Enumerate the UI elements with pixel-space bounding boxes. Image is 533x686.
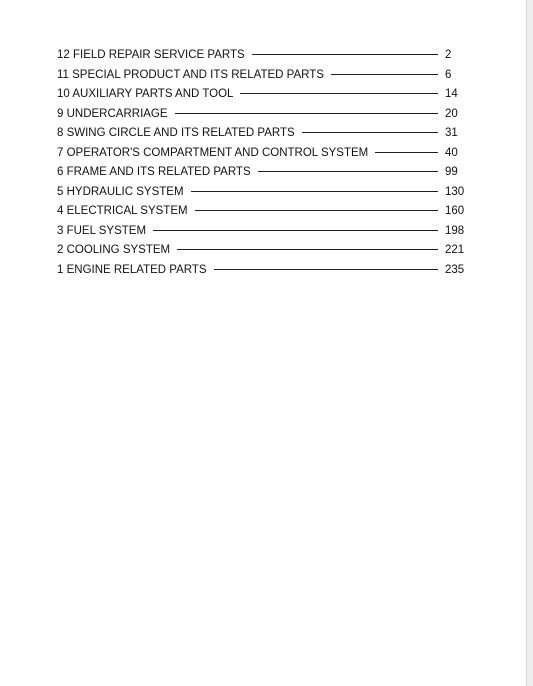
toc-entry-page-number: 235 (445, 263, 465, 276)
toc-leader-line (375, 152, 438, 153)
toc-entry-title: 10 AUXILIARY PARTS AND TOOL (57, 88, 234, 100)
toc-entry-title: 7 OPERATOR'S COMPARTMENT AND CONTROL SYSTEM (57, 146, 369, 159)
toc-entry-title: 8 SWING CIRCLE AND ITS RELATED PARTS (57, 127, 295, 139)
toc-entry-page-number: 31 (445, 127, 458, 139)
table-of-contents (57, 46, 467, 280)
toc-leader-line (175, 113, 438, 114)
page-edge-border (526, 0, 533, 686)
toc-entry-page-number: 99 (445, 166, 458, 178)
toc-leader-line (240, 93, 438, 94)
toc-entry-fuel-system[interactable] (57, 222, 467, 242)
toc-entry-special-product[interactable] (57, 66, 467, 86)
toc-entry-cooling-system[interactable] (57, 241, 467, 261)
toc-entry-title: 3 FUEL SYSTEM (57, 224, 147, 237)
toc-leader-line (331, 74, 438, 75)
toc-entry-page-number: 14 (445, 88, 458, 100)
toc-entry-page-number: 198 (445, 224, 465, 237)
toc-entry-title: 12 FIELD REPAIR SERVICE PARTS (57, 49, 245, 61)
toc-entry-undercarriage[interactable] (57, 105, 467, 125)
toc-leader-line (177, 249, 438, 250)
toc-entry-title: 6 FRAME AND ITS RELATED PARTS (57, 166, 251, 178)
toc-leader-line (258, 171, 438, 172)
toc-entry-page-number: 2 (445, 49, 452, 61)
toc-leader-line (191, 191, 438, 192)
toc-entry-page-number: 6 (445, 68, 452, 81)
toc-entry-title: 2 COOLING SYSTEM (57, 244, 171, 256)
toc-entry-hydraulic-system[interactable] (57, 183, 467, 203)
toc-entry-engine-related-parts[interactable] (57, 261, 467, 281)
toc-entry-title: 11 SPECIAL PRODUCT AND ITS RELATED PARTS (57, 68, 324, 81)
toc-entry-title: 1 ENGINE RELATED PARTS (57, 263, 207, 276)
toc-entry-page-number: 160 (445, 205, 465, 217)
toc-entry-auxiliary-parts-and-tool[interactable] (57, 85, 467, 105)
toc-entry-page-number: 130 (445, 185, 465, 198)
toc-leader-line (252, 54, 438, 55)
toc-entry-title: 4 ELECTRICAL SYSTEM (57, 205, 188, 217)
toc-leader-line (214, 269, 438, 270)
toc-leader-line (153, 230, 438, 231)
toc-entry-swing-circle[interactable] (57, 124, 467, 144)
toc-entry-operators-compartment[interactable] (57, 144, 467, 164)
toc-entry-title: 5 HYDRAULIC SYSTEM (57, 185, 184, 198)
toc-entry-title: 9 UNDERCARRIAGE (57, 107, 168, 120)
toc-entry-page-number: 40 (445, 146, 458, 159)
toc-leader-line (195, 210, 438, 211)
toc-leader-line (302, 132, 438, 133)
toc-entry-page-number: 20 (445, 107, 458, 120)
toc-entry-page-number: 221 (445, 244, 465, 256)
toc-entry-electrical-system[interactable] (57, 202, 467, 222)
toc-entry-frame-and-related-parts[interactable] (57, 163, 467, 183)
toc-entry-field-repair-service-parts[interactable] (57, 46, 467, 66)
